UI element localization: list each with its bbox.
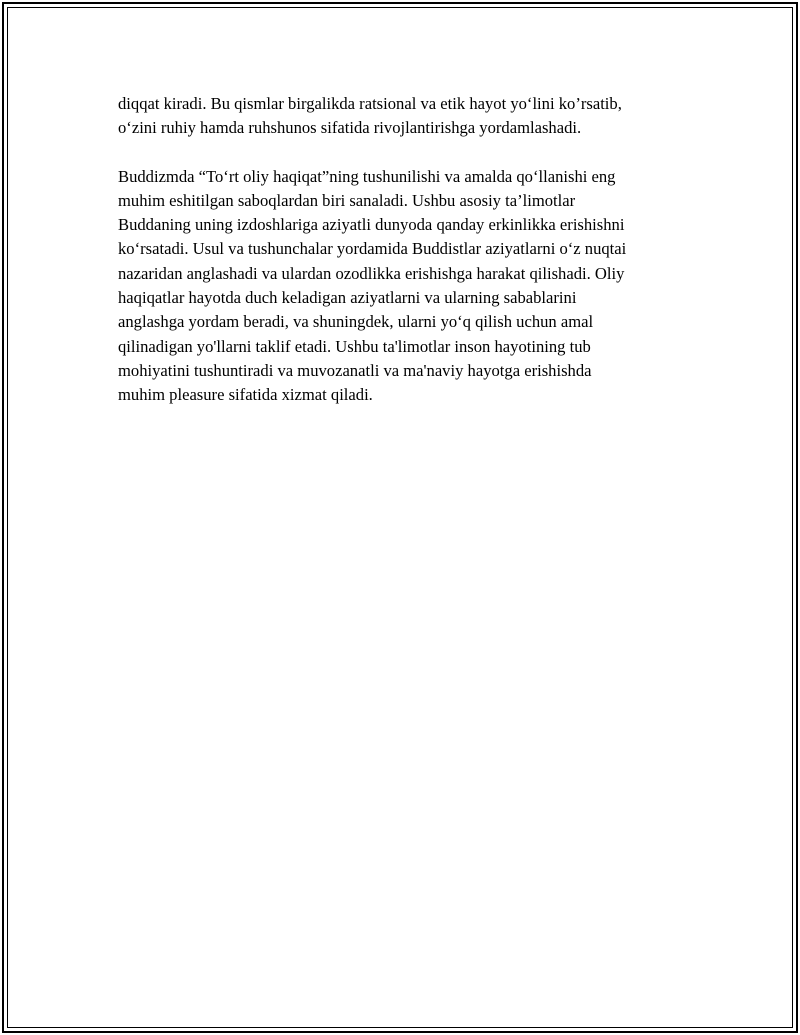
- text-line: ko‘rsatadi. Usul va tushunchalar yordamida Buddistlar aziyatlarni o‘z nuqtai: [118, 239, 627, 259]
- text-line: haqiqatlar hayotda duch keladigan aziyatlarni va ularning sabablarini: [118, 288, 577, 308]
- text-line: anglashga yordam beradi, va shuningdek, ularni yo‘q qilish uchun amal: [118, 312, 594, 332]
- text-line: nazaridan anglashadi va ulardan ozodlikka erishishga harakat qilishadi. Oliy: [118, 263, 625, 283]
- text-line: Buddizmda “To‘rt oliy haqiqat”ning tushunilishi va amalda qo‘llanishi eng: [118, 166, 616, 186]
- text-line: o‘zini ruhiy hamda ruhshunos sifatida rivojlantirishga yordamlashadi.: [118, 118, 582, 138]
- text-line: muhim pleasure sifatida xizmat qiladi.: [118, 385, 373, 405]
- text-line: diqqat kiradi. Bu qismlar birgalikda ratsional va etik hayot yo‘lini ko’rsatib,: [118, 94, 622, 113]
- text-line: mohiyatini tushuntiradi va muvozanatli va ma'naviy hayotga erishishda: [118, 360, 592, 380]
- text-line: muhim eshitilgan saboqlardan biri sanaladi. Ushbu asosiy ta’limotlar: [118, 190, 576, 210]
- text-line: Buddaning uning izdoshlariga aziyatli dunyoda qanday erkinlikka erishishni: [118, 215, 625, 235]
- document-body: [118, 92, 698, 432]
- paragraph-1: [118, 92, 698, 141]
- text-line: qilinadigan yo'llarni taklif etadi. Ushbu ta'limotlar inson hayotining tub: [118, 336, 591, 356]
- paragraph-2: [118, 165, 698, 408]
